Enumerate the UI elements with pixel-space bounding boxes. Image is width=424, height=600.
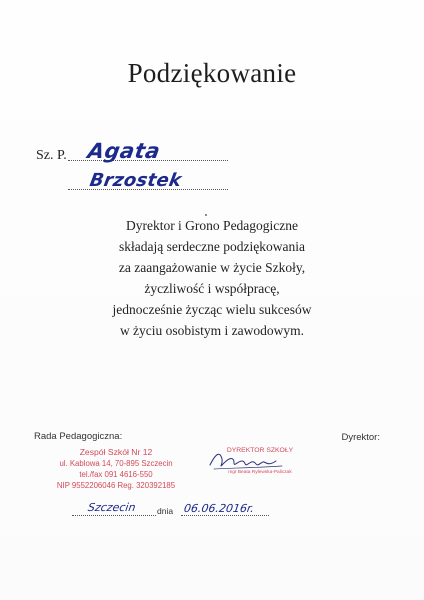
place-line xyxy=(72,515,156,516)
date-line xyxy=(181,515,269,516)
date-word: dnia xyxy=(157,506,174,516)
salutation-label: Sz. P. xyxy=(36,148,67,163)
body-line: w życiu osobistym i zawodowym. xyxy=(119,323,305,338)
document-title: Podziękowanie xyxy=(127,58,297,88)
recipient-first-name: Agata xyxy=(85,139,163,163)
director-stamp-title: DYREKTOR SZKOŁY xyxy=(226,447,294,454)
pedagogical-council-label: Rada Pedagogiczna: xyxy=(34,431,123,442)
director-signature xyxy=(190,449,310,475)
school-stamp-line: NIP 9552206046 Reg. 320392185 xyxy=(56,481,176,490)
place-handwritten: Szczecin xyxy=(87,501,137,514)
body-line: jednocześnie życząc wielu sukcesów xyxy=(112,302,312,317)
body-text xyxy=(0,215,424,341)
date-handwritten: 06.06.2016r. xyxy=(183,502,255,515)
school-stamp-line: Zespół Szkół Nr 12 xyxy=(79,447,153,457)
body-line: Dyrektor i Grono Pedagogiczne xyxy=(125,218,299,233)
place-and-date xyxy=(0,497,424,537)
director-stamp-name: mgr Beata Rylewska-Paliczak xyxy=(228,470,292,475)
director-label: Dyrektor: xyxy=(341,432,380,443)
body-line: składają serdeczne podziękowania xyxy=(119,239,305,254)
school-stamp-line: ul. Kablowa 14, 70-895 Szczecin xyxy=(59,459,173,468)
body-line: życzliwość i współpracę, xyxy=(144,281,280,296)
body-line: za zaangażowanie w życie Szkoły, xyxy=(118,260,306,275)
recipient-last-name: Brzostek xyxy=(88,170,184,191)
school-stamp-line: tel./fax 091 4616-550 xyxy=(79,470,153,479)
school-stamp xyxy=(30,447,202,491)
